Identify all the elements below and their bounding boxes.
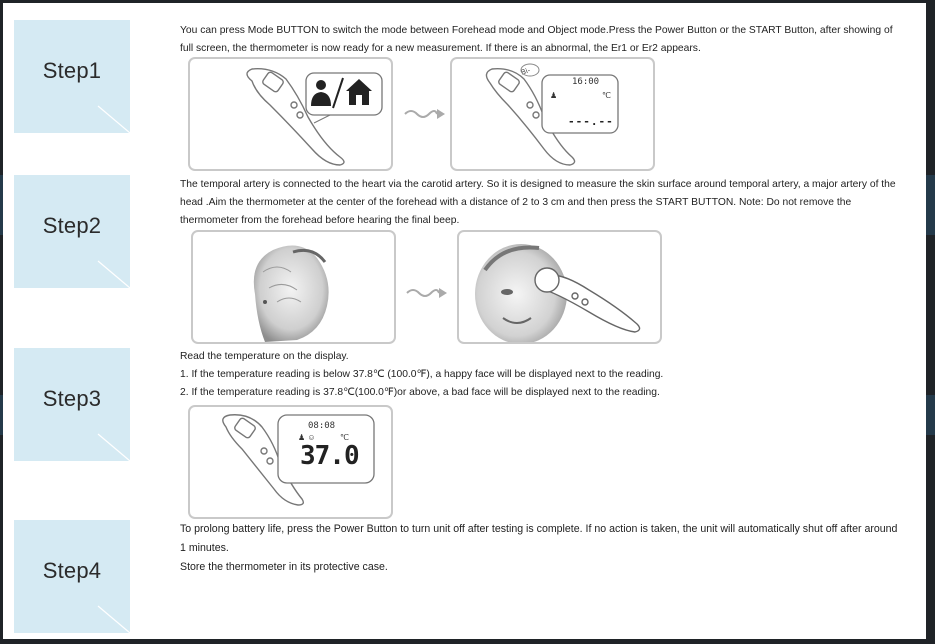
svg-text:Bi-: Bi- [519,66,532,77]
step2-measure-panel [457,230,662,344]
instruction-page [3,3,926,639]
slash-icon [332,77,344,109]
baby-profile-image [193,232,394,342]
person-icon: ♟ ☺ [298,433,316,442]
step3-item-2: 2. If the temperature reading is 37.8℃(100.0℉)or above, a bad face will be displayed next to the reading. [180,387,660,398]
display-unit: ℃ [602,91,611,100]
beep-icon [520,63,540,77]
thermometer-icon [452,59,653,169]
step4-label: Step4 [42,558,102,583]
step4-badge [14,520,130,633]
thermometer-icon [190,407,391,517]
thermometer-icon [190,59,391,169]
step3-item-1: 1. If the temperature reading is below 37.8℃ (100.0℉), a happy face will be displayed next to the reading. [180,369,664,380]
step1-display-panel [450,57,655,171]
step1-paragraph: You can press Mode BUTTON to switch the mode between Forehead mode and Object mode.Press the Power Button or the START Button, after showing of full screen, the thermometer is now ready for a new measurement. If there is an abnormal, the Er1 or Er2 appears. [180,25,893,54]
step2-profile-panel [191,230,396,344]
display-time: 08:08 [308,421,336,431]
step3-intro: Read the temperature on the display. [180,351,349,362]
step1-label: Step1 [42,58,102,83]
step2-paragraph: The temporal artery is connected to the heart via the carotid artery. So it is designed to measure the skin surface around temporal artery, a major artery of the head .Aim the thermometer at the center of the forehead with a distance of 2 to 3 cm and then press the START BUTTON. Note: Do not remove the thermometer from the forehead before hearing the final beep. [180,179,896,226]
step4-storage: Store the thermometer in its protective case. [180,561,388,573]
step2-text [180,176,906,230]
person-icon: ♟ [550,91,558,100]
display-time: 16:00 [572,77,600,87]
person-icon [310,79,332,107]
step3-reading-panel [188,405,393,519]
display-placeholder: ---.-- [568,115,614,128]
house-icon [344,77,374,107]
step3-text [180,348,906,402]
display-unit: ℃ [340,433,349,442]
baby-forehead-image [459,232,660,342]
arrow-right-icon [405,285,449,299]
step3-badge [14,348,130,461]
step2-label: Step2 [42,213,102,238]
arrow-right-icon [403,106,447,120]
display-reading: 37.0 [300,441,359,471]
step3-label: Step3 [42,386,102,411]
step1-badge [14,20,130,133]
step4-paragraph: To prolong battery life, press the Power Button to turn unit off after testing is complete. If no action is taken, the unit will automatically shut off after around 1 minutes. [180,523,898,554]
step4-text [180,520,906,577]
step1-text [180,22,906,58]
step1-mode-panel [188,57,393,171]
step2-badge [14,175,130,288]
